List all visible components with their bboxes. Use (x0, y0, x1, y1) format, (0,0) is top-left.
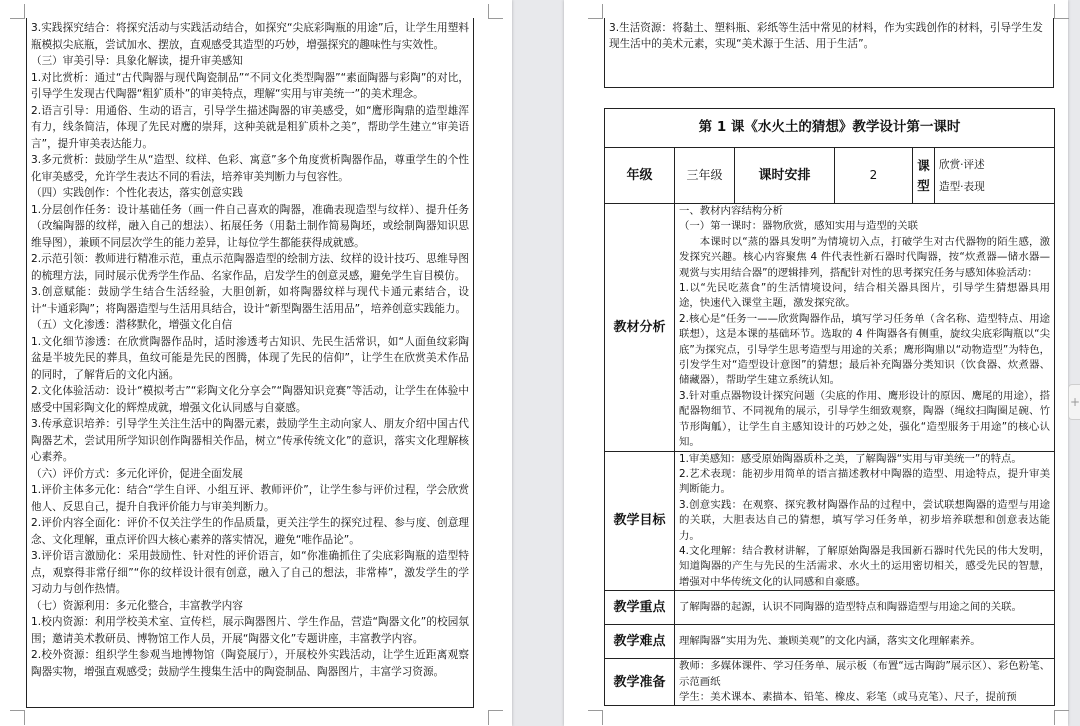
top-text-box (604, 18, 1054, 88)
type-value-1: 欣赏·评述 (939, 158, 985, 171)
grade-label: 年级 (605, 148, 675, 204)
paragraph: 2.评价内容全面化：评价不仅关注学生的作品质量，更关注学生的探究过程、参与度、创意理念、文化理解，重点评价四大核心素养的落实情况，避免“唯作品论”。 (31, 517, 469, 546)
table-row (605, 109, 1055, 148)
crop-mark (588, 4, 603, 19)
paragraph: 1.分层创作任务：设计基础任务（画一件自己喜欢的陶器，准确表现造型与纹样）、提升任务（改编陶器的纹样，融入自己的想法）、拓展任务（用黏土制作简易陶坯，或绘制陶器知识思维导图），兼顾不同层次学生的能力差异，让每位学生都能获得成就感。 (31, 203, 469, 249)
prep-content (675, 659, 1055, 706)
type-label-1: 课 (917, 157, 930, 173)
analysis-line: 3.针对重点器物设计探究问题（尖底的作用、鹰形设计的原因、鹰尾的用途），搭配器物细节、不同视角的展示，引导学生细致观察，陶器（绳纹扫陶圈足碗、竹节形陶觚），让学生自主感知设计的巧妙之处，强化“造型服务于用途”的核心认知。 (679, 389, 1051, 449)
goal-line: 4.文化理解：结合教材讲解，了解原始陶器是我国新石器时代先民的伟大发明，知道陶器的产生与先民的生活需求、水火土的运用密切相关，感受先民的智慧，增强对中华传统文化的认同感和自豪感。 (679, 544, 1051, 588)
paragraph: 3.评价语言激励化：采用鼓励性、针对性的评价语言，如“你准确抓住了尖底彩陶瓶的造型特点，观察得非常仔细”“你的纹样设计很有创意，融入了自己的想法，非常棒”，激发学生的学习动力与创作热情。 (31, 550, 469, 595)
prep-line: 学生：美术课本、素描本、铅笔、橡皮、彩笔（或马克笔）、尺子，提前预 (679, 690, 1017, 703)
analysis-line: 本课时以“蒸的器具发明”为情境切入点，打破学生对古代器物的陌生感，激发探究兴趣。核心内容聚焦 4 件代表性新石器时代陶器，按“炊煮器—储水器—观赏与实用结合器”的逻辑排列，搭配针对性的思考探究任务与感知体验活动： (679, 235, 1051, 279)
goal-line: 2.艺术表现：能初步用简单的语言描述教材中陶器的造型、用途特点，提升审美判断能力。 (679, 467, 1051, 496)
lesson-plan-table (604, 108, 1055, 706)
right-page (564, 0, 1068, 726)
crop-mark (10, 4, 25, 19)
paragraph: 1.对比赏析：通过“古代陶器与现代陶瓷制品”“不同文化类型陶器”“素面陶器与彩陶”的对比，引导学生发现古代陶器“粗犷质朴”的审美特点，理解“实用与审美统一”的美术理念。 (31, 71, 469, 100)
paragraph: 2.文化体验活动：设计“模拟考古”“彩陶文化分享会”“陶器知识竞赛”等活动，让学生在体验中感受中国彩陶文化的辉煌成就，增强文化认同感与自豪感。 (31, 385, 469, 414)
type-value-2: 造型·表现 (939, 180, 985, 193)
section-heading: （四）实践创作：个性化表达，落实创意实践 (31, 187, 243, 199)
difficulty-label: 教学难点 (605, 625, 675, 659)
analysis-line: （一）第一课时：器物欣赏，感知实用与造型的关联 (679, 220, 918, 233)
key-content: 了解陶器的起源，认识不同陶器的造型特点和陶器造型与用途之间的关联。 (675, 591, 1055, 625)
left-page (0, 0, 512, 726)
section-heading: （三）审美引导：具象化解读，提升审美感知 (31, 55, 243, 67)
table-row (605, 625, 1055, 659)
lesson-title: 第 1 课《水火土的猜想》教学设计第一课时 (605, 109, 1055, 148)
paragraph: 3.创意赋能：鼓励学生结合生活经验，大胆创新，如将陶器纹样与现代卡通元素结合，设计“卡通彩陶”；将陶器造型与生活用具结合，设计“新型陶器生活用品”，培养创意实践能力。 (31, 286, 469, 315)
crop-mark (1054, 710, 1069, 725)
analysis-content (675, 204, 1055, 452)
analysis-line: 一、教材内容结构分析 (679, 205, 783, 217)
paragraph: 1.评价主体多元化：结合“学生自评、小组互评、教师评价”，让学生参与评价过程，学会欣赏他人、反思自己，提升自我评价能力与审美判断力。 (31, 484, 469, 513)
section-heading: （五）文化渗透：潜移默化，增强文化自信 (31, 319, 233, 331)
table-row (605, 204, 1055, 452)
type-value (935, 148, 1055, 204)
goal-line: 3.创意实践：在观察、探究教材陶器作品的过程中，尝试联想陶器的造型与用途的关联，大胆表达自己的猜想，填写学习任务单，初步培养联想和创意表达能力。 (679, 498, 1051, 542)
type-label-2: 型 (917, 177, 930, 193)
crop-mark (488, 710, 503, 725)
table-row (605, 148, 1055, 204)
paragraph: 2.语言引导：用通俗、生动的语言，引导学生描述陶器的审美感受，如“鹰形陶鼎的造型雄浑有力，线条简洁，体现了先民对鹰的崇拜，这种美就是粗犷质朴之美”，帮助学生建立“审美语言”，提升审美表达能力。 (31, 104, 469, 150)
key-label: 教学重点 (605, 591, 675, 625)
section-heading: （六）评价方式：多元化评价，促进全面发展 (31, 467, 243, 480)
goals-content (675, 451, 1055, 591)
hours-label: 课时安排 (735, 148, 835, 204)
prep-line: 教师：多媒体课件、学习任务单、展示板（布置“远古陶韵”展示区）、彩色粉笔、示范画纸 (679, 660, 1051, 688)
goals-label: 教学目标 (605, 451, 675, 591)
table-row (605, 591, 1055, 625)
paragraph: 2.示范引领：教师进行精准示范，重点示范陶器造型的绘制方法、纹样的设计技巧、思维导图的梳理方法，同时展示优秀学生作品、名家作品，启发学生的创意灵感，避免学生盲目模仿。 (31, 253, 469, 282)
crop-mark (488, 4, 503, 19)
analysis-label: 教材分析 (605, 204, 675, 452)
paragraph: 1.文化细节渗透：在欣赏陶器作品时，适时渗透考古知识、先民生活常识，如“人面鱼纹彩陶盆是半坡先民的葬具，鱼纹可能是先民的图腾，体现了先民的信仰”，让学生在欣赏美术作品的同时，了解背后的文化内涵。 (31, 335, 469, 381)
paragraph: 3.多元赏析：鼓励学生从“造型、纹样、色彩、寓意”多个角度赏析陶器作品，尊重学生的个性化审美感受，允许学生表达不同的看法，培养审美判断力与包容性。 (31, 154, 469, 183)
analysis-line: 2.核心是“任务一——欣赏陶器作品，填写学习任务单（含名称、造型特点、用途联想），这是本课的基础环节。选取的 4 件陶器各有侧重，旋纹尖底彩陶瓶以“尖底”为探究点，引导学生思考造型与用途的关系；鹰形陶鼎以“动物造型”为特色，引发学生对“造型设计意图”的猜想；最后补充陶器分类知识（饮食器、炊煮器、储藏器），帮助学生建立系统认知。 (679, 312, 1051, 387)
crop-mark (588, 710, 603, 725)
grade-value: 三年级 (675, 148, 735, 204)
section-heading: （七）资源利用：多元化整合，丰富教学内容 (31, 599, 243, 612)
type-label (913, 148, 935, 204)
difficulty-content: 理解陶器“实用为先、兼顾美观”的文化内涵，落实文化理解素养。 (675, 625, 1055, 659)
table-row (605, 659, 1055, 706)
table-row (605, 451, 1055, 591)
prep-label: 教学准备 (605, 659, 675, 706)
hours-value: 2 (835, 148, 913, 204)
goal-line: 1.审美感知：感受原始陶器质朴之美，了解陶器“实用与审美统一”的特点。 (679, 452, 1022, 465)
paragraph: 3.生活资源：将黏土、塑料瓶、彩纸等生活中常见的材料，作为实践创作的材料，引导学生发现生活中的美术元素，实现“美术源于生活、用于生活”。 (609, 22, 1043, 50)
analysis-line: 1.以“先民吃蒸食”的生活情境设问，结合相关器具图片，引导学生猜想器具用途，快速代入课堂主题，激发探究欲。 (679, 282, 1051, 310)
crop-mark (1054, 4, 1069, 19)
paragraph: 1.校内资源：利用学校美术室、宣传栏，展示陶器图片、学生作品，营造“陶器文化”的校园氛围；邀请美术教研员、博物馆工作人员，开展“陶器文化”专题讲座，丰富教学内容。 (31, 616, 469, 645)
paragraph: 2.校外资源：组织学生参观当地博物馆（陶瓷展厅），开展校外实践活动，让学生近距离观察陶器实物，增强直观感受；鼓励学生搜集生活中的陶瓷制品、陶器图片，丰富学习资源。 (31, 649, 469, 678)
crop-mark (10, 710, 25, 725)
paragraph: 3.实践探究结合：将探究活动与实践活动结合，如探究“尖底彩陶瓶的用途”后，让学生用塑料瓶模拟尖底瓶，尝试加水、摆放，直观感受其造型的巧妙，增强探究的趣味性与实效性。 (31, 22, 469, 51)
side-tab-plus-icon[interactable]: + (1068, 384, 1080, 420)
paragraph: 3.传承意识培养：引导学生关注生活中的陶器元素，鼓励学生主动向家人、朋友介绍中国古代陶器艺术，尝试用所学知识创作陶器相关作品，树立“传承传统文化”的意识，落实文化理解核心素养。 (31, 418, 469, 463)
left-text-box (26, 18, 474, 708)
